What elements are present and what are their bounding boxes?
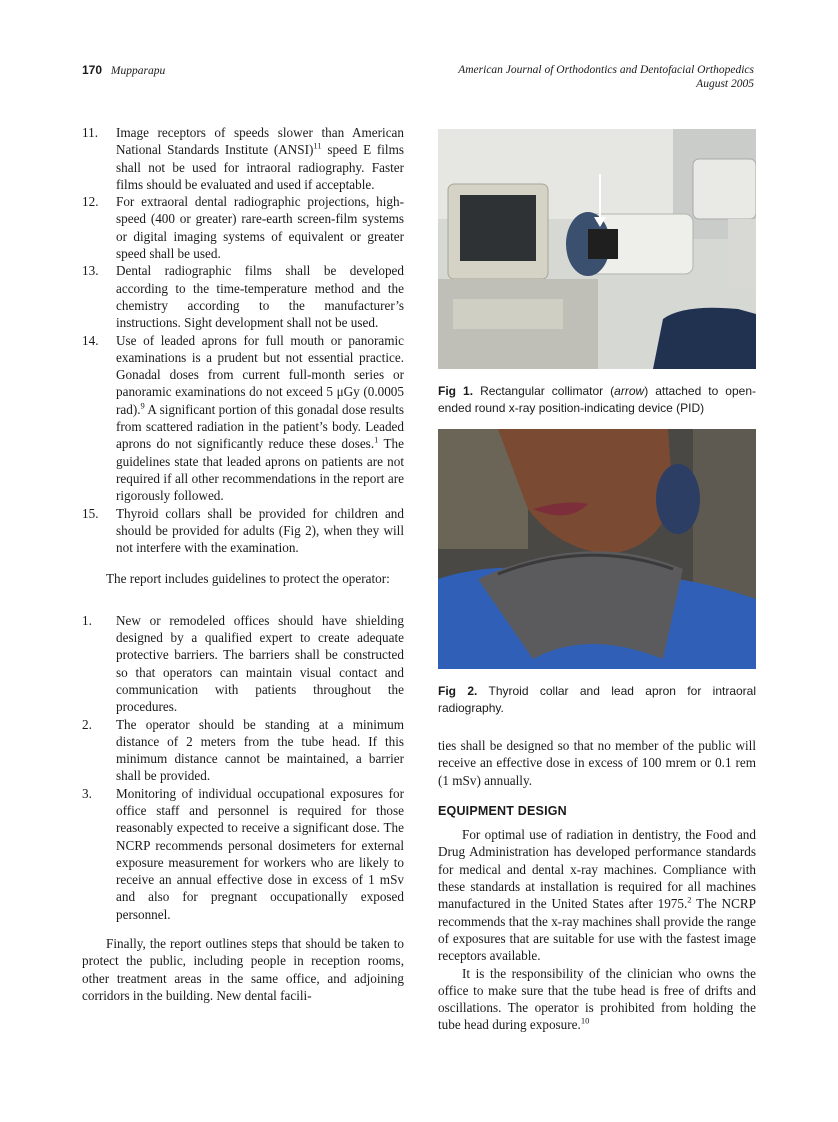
equipment-paragraph-1: For optimal use of radiation in dentistry, the Food and Drug Administration has developed performance standards for medical and dental x-ray machines. Compliance with these standards at installation is required for all machines manufactured in the United States after 1975.$^2$ The NCRP recommends that the x-ray machines shall provide the range of exposures that are suitable for use with the fastest image receptors available. [438,827,756,964]
equipment-paragraph-2: It is the responsibility of the clinician who owns the office to make sure that the tube head is free of drifts and oscillations. The operator is prohibited from holding the tube head during exposure.$^{10}$ [438,965,756,1033]
list-number: 15. [82,505,99,521]
journal-title: American Journal of Orthodontics and Dentofacial Orthopedics [458,64,754,76]
operator-intro-paragraph: The report includes guidelines to protect the operator: [106,571,390,587]
xray-unit-illustration [438,129,756,369]
figure-2-label: Fig 2. [438,684,478,698]
continued-paragraph: ties shall be designed so that no member of the public will receive an effective dose in excess of 100 mrem or 0.1 rem (1 mSv) annually. [438,738,756,788]
list-text: The operator should be standing at a minimum distance of 2 meters from the tube head. If this minimum distance cannot be maintained, a barrier shall be provided. [116,716,404,784]
list-number: 3. [82,785,92,801]
list-text: Monitoring of individual occupational exposures for office staff and personnel is required for those reasonably expected to receive a significant dose. The NCRP recommends personal dosimeters for external exposure measurement for workers who are likely to receive an annual effective dose in excess of 1 mSv and also for pregnant occupationally exposed personnel. [116,785,404,922]
list-number: 13. [82,263,99,279]
figure-1-caption-text: Rectangular collimator (arrow) attached to open-ended round x-ray position-indicating device (PID) [438,384,756,415]
section-heading: EQUIPMENT DESIGN [438,803,567,818]
list-item [82,193,404,262]
list-item [82,332,404,505]
operator-guideline-list [82,612,404,923]
page-number: 170 [82,63,103,77]
issue-date: August 2005 [696,78,754,90]
figure-2-photo [438,429,756,669]
figure-2-caption-text: Thyroid collar and lead apron for intraoral radiography. [438,684,757,715]
figure-1-photo [438,129,756,369]
running-author: Mupparapu [110,65,166,77]
list-number: 12. [82,194,99,210]
left-column [82,124,404,1004]
list-item [82,785,404,923]
list-text: Image receptors of speeds slower than American National Standards Institute (ANSI)$^{11}$ speed E films shall not be used for intraoral radiography. Faster films should be evaluated and used if acceptable. [116,125,404,192]
right-column [438,129,756,1034]
list-number: 11. [82,125,98,140]
running-header-right [458,63,754,91]
list-text: Dental radiographic films shall be developed according to the time-temperature method and the chemistry according to the manufacturer’s instructions. Sight development shall not be used. [116,263,404,331]
thyroid-collar-illustration [438,429,756,669]
figure-1-label: Fig 1. [438,384,474,398]
list-item [82,505,404,557]
list-item [82,262,404,331]
list-number: 1. [82,612,92,628]
list-text: Use of leaded aprons for full mouth or panoramic examinations is a prudent but not essential practice. Gonadal doses from current full-month series or panoramic examinations do not exceed 5 μGy (0.0005 rad).$^9$ A significant portion of this gonadal dose results from scattered radiation in the patient’s body. Leaded aprons do not significantly reduce these doses.$^1$ The guidelines state that leaded aprons on patients are not required if all other recommendations in the report are rigorously followed. [116,332,404,504]
list-text: For extraoral dental radiographic projections, high-speed (400 or greater) rare-earth screen-film systems or digital imaging systems of equivalent or greater speed shall be used. [116,194,404,262]
figure-2-caption [438,683,756,717]
list-item [82,612,404,716]
list-item [82,124,404,193]
running-header-left [82,63,165,77]
list-text: Thyroid collars shall be provided for children and should be provided for adults (Fig 2), when they will not interfere with the examination. [116,505,404,556]
figure-1-caption [438,383,756,417]
public-protection-paragraph: Finally, the report outlines steps that should be taken to protect the public, including people in reception rooms, other treatment areas in the same office, and adjoining corridors in the building. New dental facili- [82,936,404,1003]
recommendation-list [82,124,404,556]
list-number: 14. [82,332,99,348]
list-item [82,716,404,785]
list-text: New or remodeled offices should have shielding designed by a qualified expert to create adequate protective barriers. The barriers shall be constructed so that operators can maintain visual contact and communication with patients throughout the procedures. [116,612,404,715]
list-number: 2. [82,716,92,732]
